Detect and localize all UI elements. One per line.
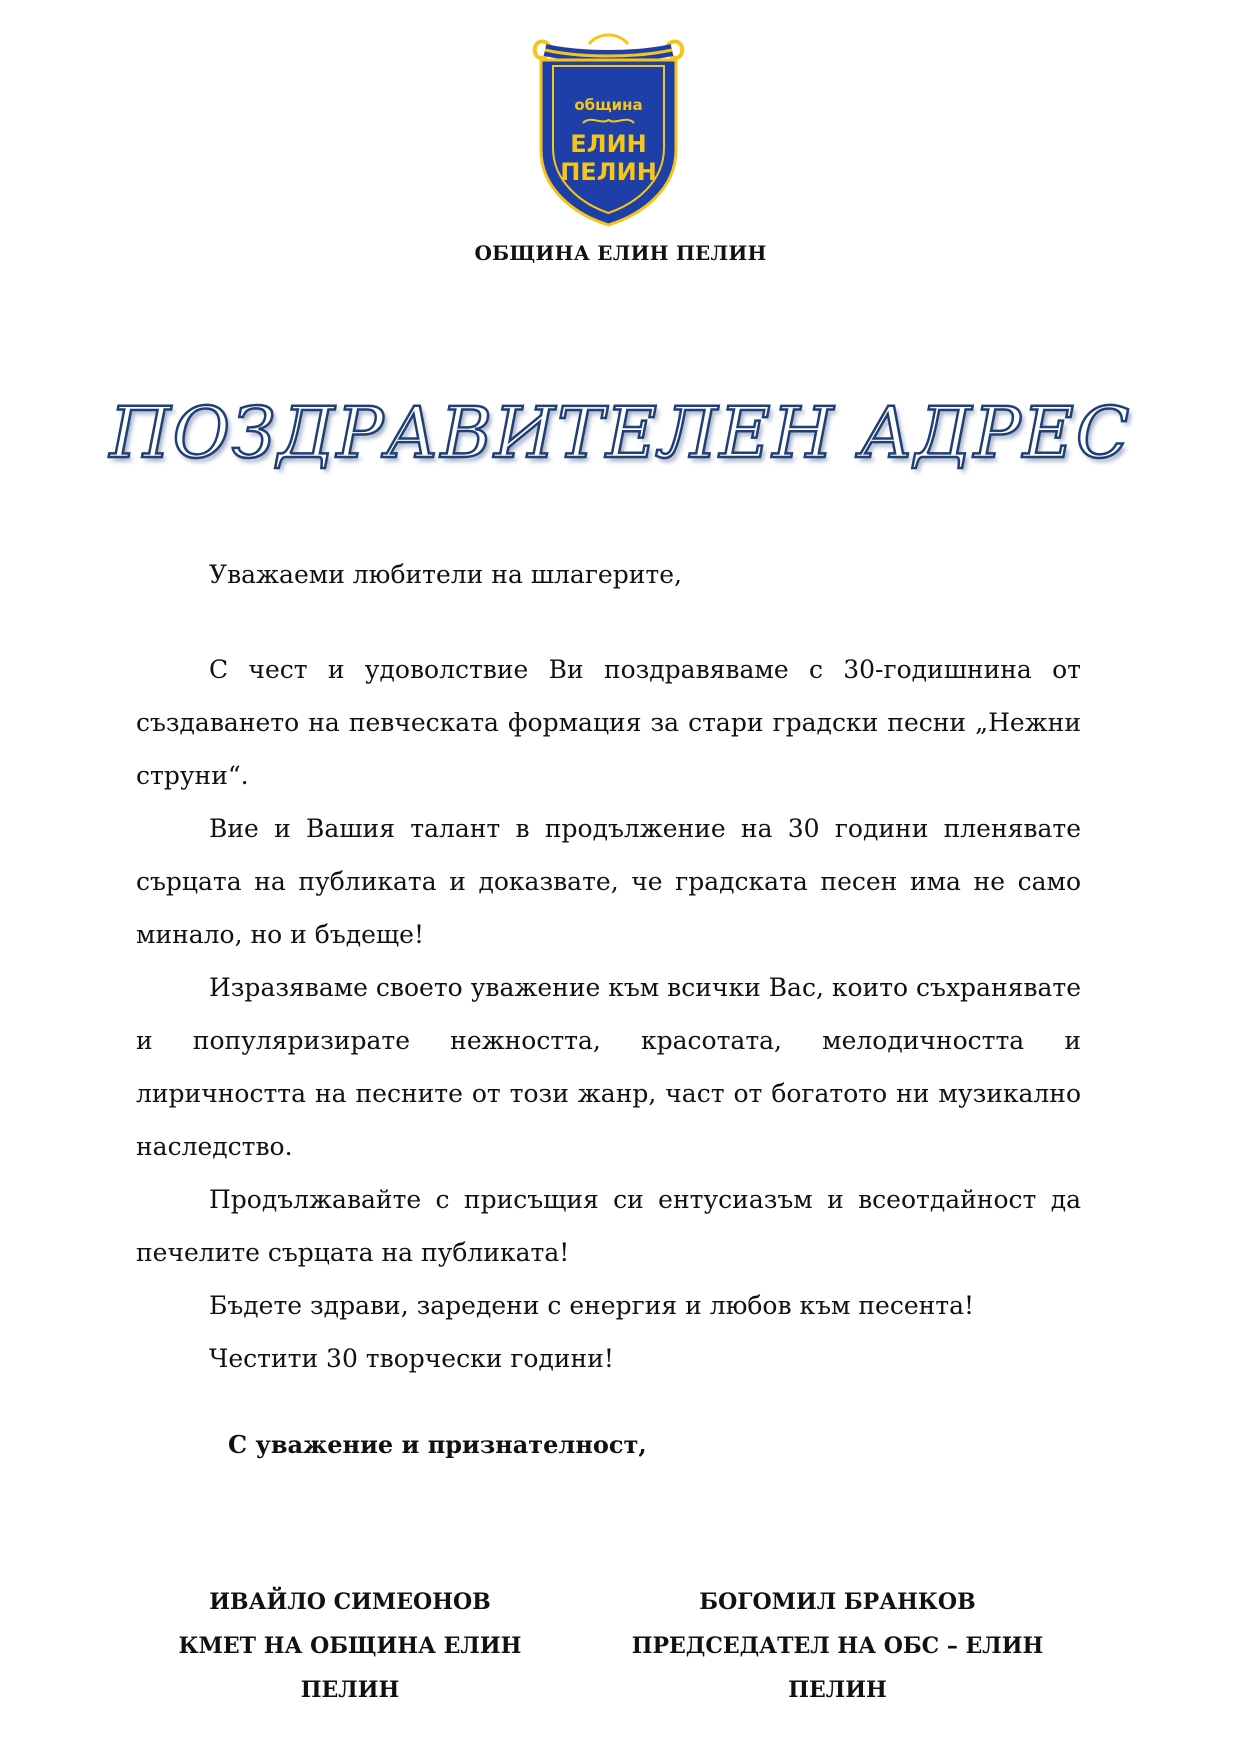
closing-phrase: С уважение и признателност, — [228, 1430, 647, 1459]
logo-line1: ЕЛИН — [570, 130, 647, 158]
signatory-name: БОГОМИЛ БРАНКОВ — [699, 1589, 976, 1615]
body-paragraph-2: Вие и Вашия талант в продължение на 30 години пленявате сърцата на публиката и доказвате, че градската песен има не само минало, но и бъдеще! — [136, 814, 1081, 949]
greeting: Уважаеми любители на шлагерите, — [209, 560, 682, 589]
organization-name: ОБЩИНА ЕЛИН ПЕЛИН — [474, 241, 767, 265]
logo-line2: ПЕЛИН — [560, 158, 657, 186]
document-title: ПОЗДРАВИТЕЛЕН АДРЕС — [109, 392, 1132, 474]
body-paragraph-3: Изразяваме своето уважение към всички Вас, които съхранявате и популяризирате нежността, красотата, мелодичността и лиричността на песните от този жанр, част от богатото ни музикално наследство. — [136, 973, 1081, 1161]
body-paragraph-5: Бъдете здрави, заредени с енергия и любов към песента! — [209, 1291, 975, 1320]
body-paragraph-1: С чест и удоволствие Ви поздравяваме с 30-годишнина от създаването на певческата формация за стари градски песни „Нежни струни“. — [136, 655, 1081, 790]
signature-block-mayor — [136, 1580, 564, 1712]
signatory-name: ИВАЙЛО СИМЕОНОВ — [209, 1589, 491, 1615]
signatory-title: ПРЕДСЕДАТЕЛ НА ОБС – ЕЛИН ПЕЛИН — [631, 1633, 1044, 1703]
body-paragraph-4: Продължавайте с присъщия си ентусиазъм и всеотдайност да печелите сърцата на публиката! — [136, 1185, 1081, 1267]
signatory-title: КМЕТ НА ОБЩИНА ЕЛИН ПЕЛИН — [178, 1633, 522, 1703]
municipality-coat-of-arms-logo — [521, 30, 696, 230]
signature-block-chairman — [590, 1580, 1085, 1712]
body-paragraph-6: Честити 30 творчески години! — [209, 1344, 614, 1373]
logo-small-text: община — [574, 96, 643, 114]
